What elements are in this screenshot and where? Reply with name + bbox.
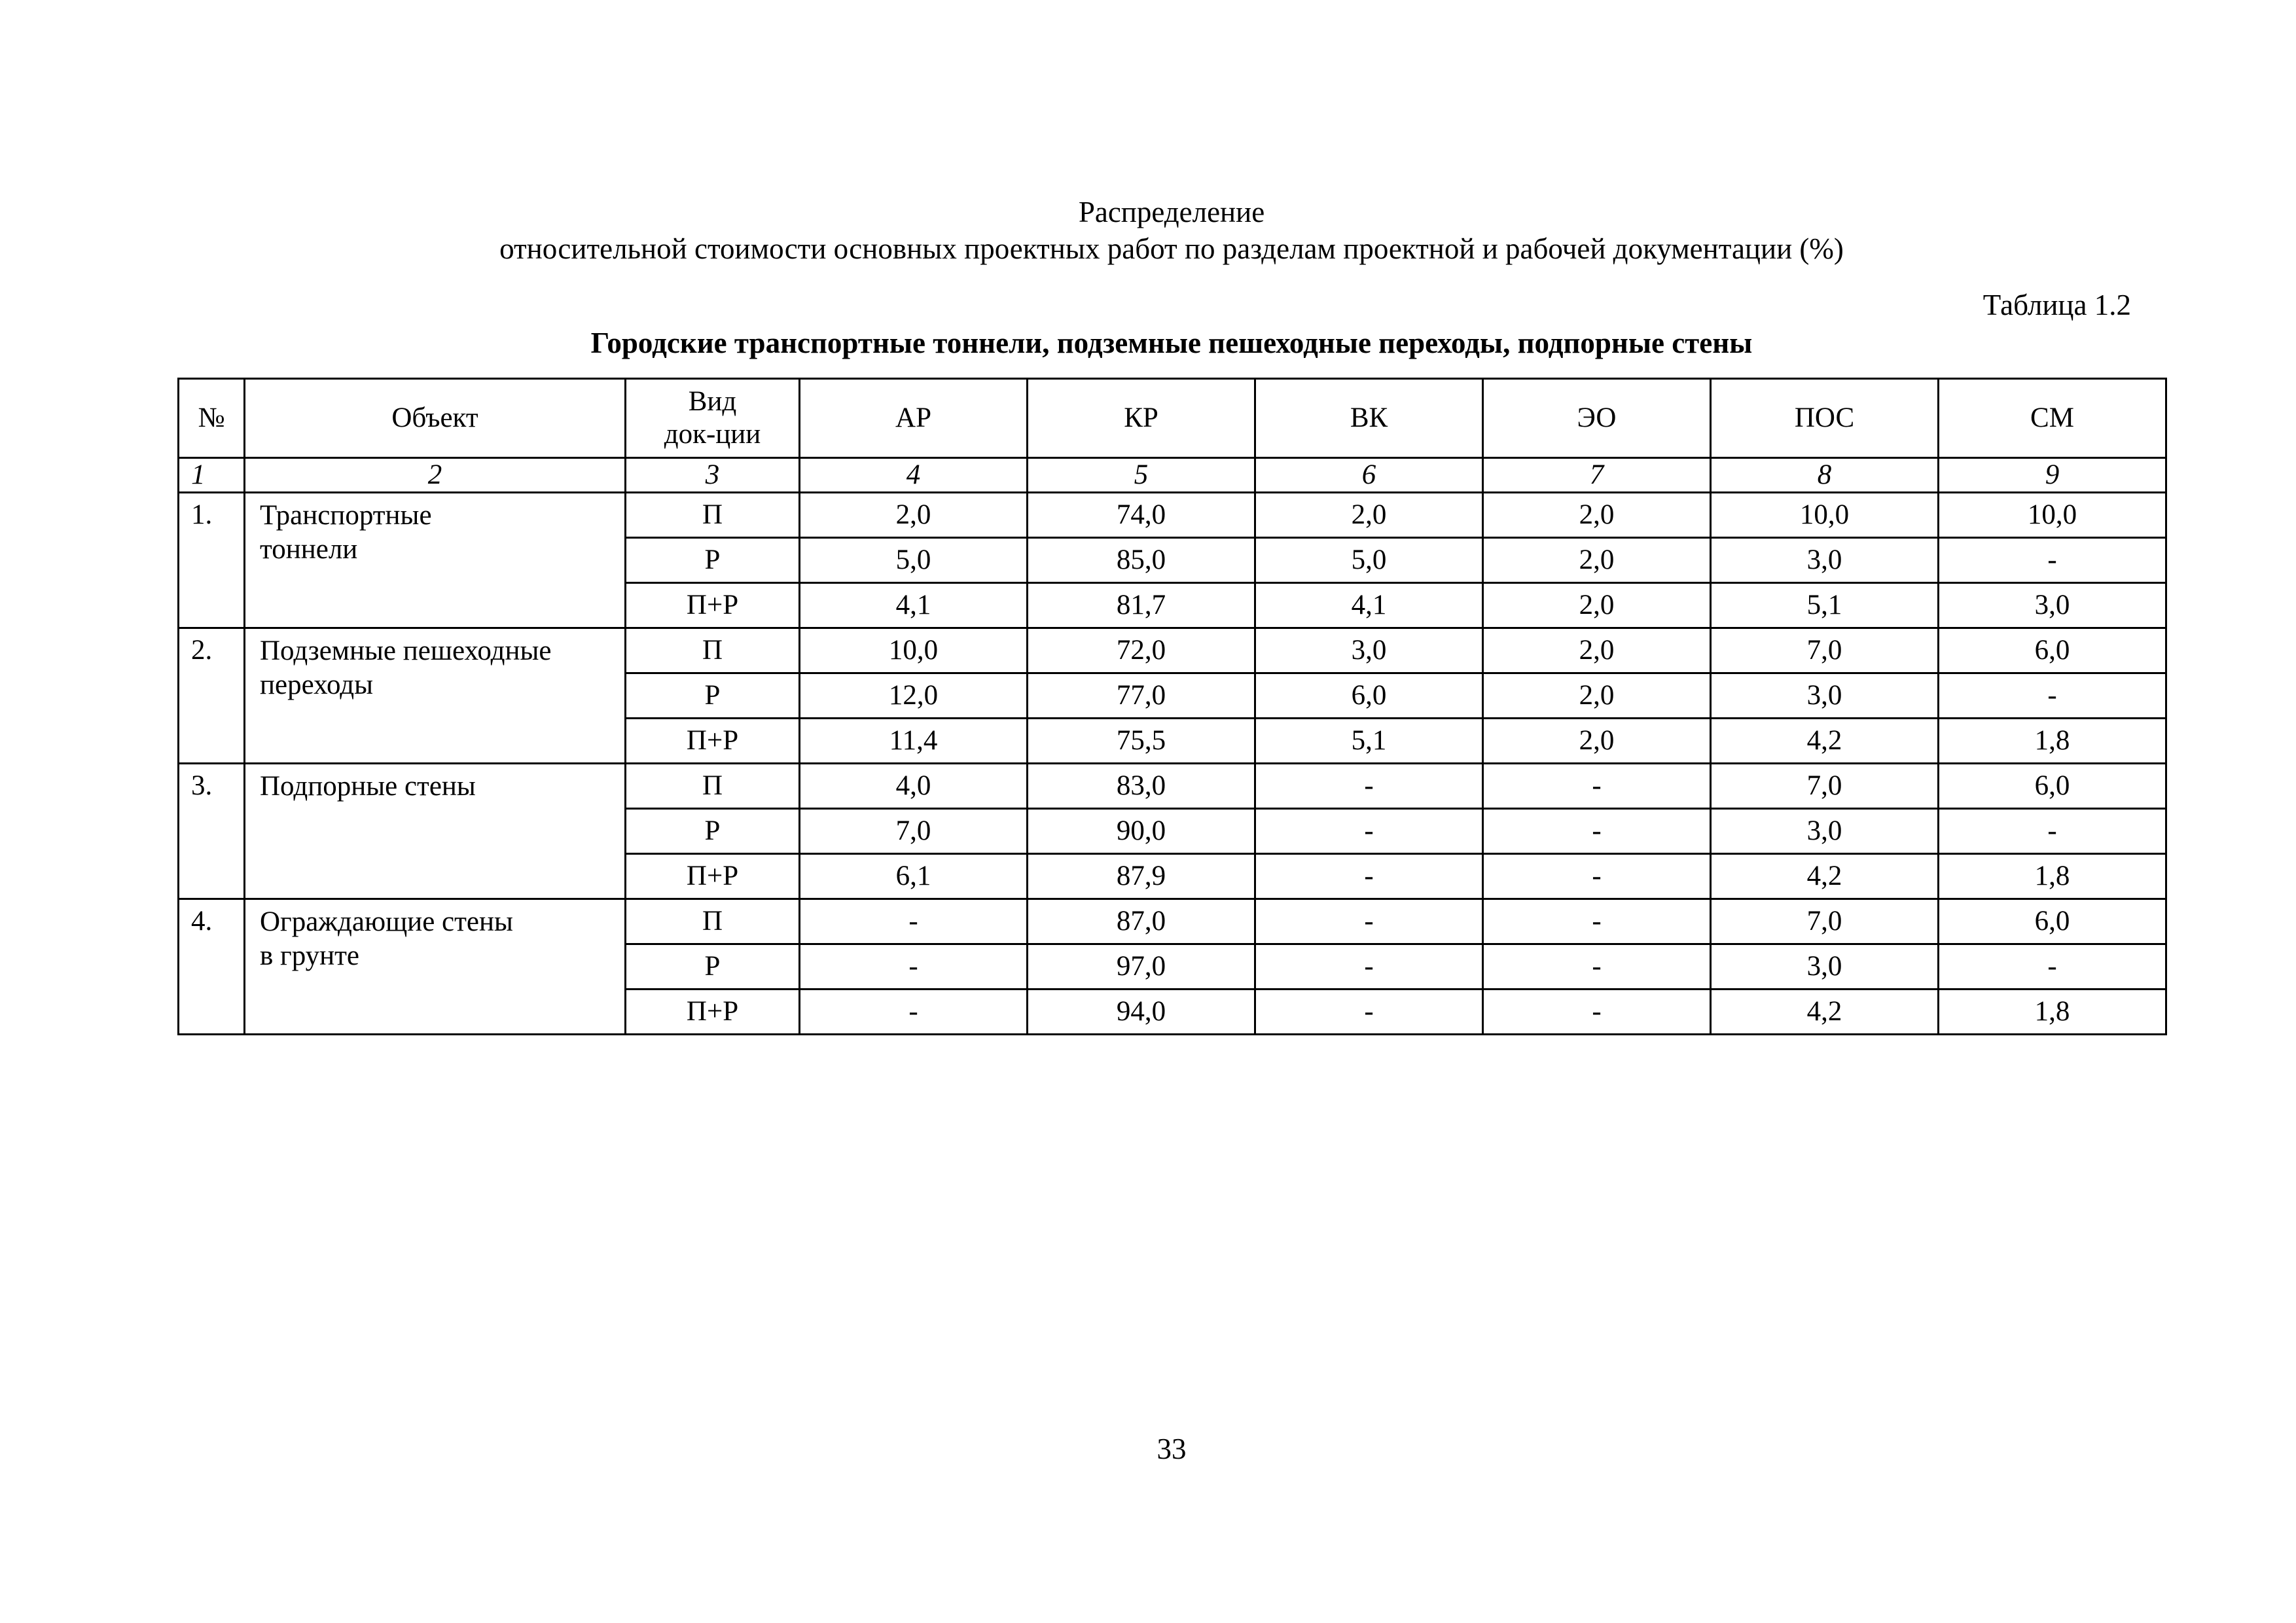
value-cell: 4,1 [1255,583,1483,628]
object-name-line: Транспортные [260,500,432,531]
value-cell: - [800,990,1028,1035]
value-cell: 85,0 [1028,538,1255,583]
column-number: 1 [179,458,245,493]
value-cell: 6,0 [1939,899,2166,944]
value-cell: 7,0 [1711,899,1939,944]
value-cell: 4,0 [800,764,1028,809]
value-cell: 5,0 [1255,538,1483,583]
value-cell: - [1939,944,2166,990]
value-cell: - [1255,899,1483,944]
column-number: 6 [1255,458,1483,493]
document-title-line-2: относительной стоимости основных проектных работ по разделам проектной и рабочей документации (%) [499,232,1844,265]
value-cell: 10,0 [1939,493,2166,538]
doc-type-cell: П [626,493,800,538]
value-cell: 97,0 [1028,944,1255,990]
value-cell: - [1255,854,1483,899]
value-cell: 90,0 [1028,809,1255,854]
value-cell: 2,0 [1483,538,1711,583]
value-cell: 4,2 [1711,990,1939,1035]
value-cell: 3,0 [1711,673,1939,719]
value-cell: - [1939,809,2166,854]
value-cell: 6,0 [1939,628,2166,673]
value-cell: 72,0 [1028,628,1255,673]
value-cell: 74,0 [1028,493,1255,538]
page-number: 33 [1157,1433,1187,1465]
value-cell: 10,0 [800,628,1028,673]
value-cell: 6,0 [1255,673,1483,719]
header-kr: КР [1028,379,1255,458]
value-cell: - [1255,944,1483,990]
object-name-line: Подпорные стены [260,771,476,802]
value-cell: 3,0 [1711,538,1939,583]
value-cell: 2,0 [1483,673,1711,719]
value-cell: 81,7 [1028,583,1255,628]
value-cell: 5,0 [800,538,1028,583]
value-cell: 6,0 [1939,764,2166,809]
value-cell: 3,0 [1711,944,1939,990]
value-cell: 83,0 [1028,764,1255,809]
object-name-line: переходы [260,669,374,700]
value-cell: 1,8 [1939,719,2166,764]
value-cell: 75,5 [1028,719,1255,764]
value-cell: 2,0 [1483,583,1711,628]
column-numbering-row [179,458,2166,493]
value-cell: - [1483,944,1711,990]
table-header-row [179,379,2166,458]
column-number: 8 [1711,458,1939,493]
row-number: 3. [179,764,245,899]
row-number: 1. [179,493,245,628]
header-no: № [179,379,245,458]
column-number: 4 [800,458,1028,493]
header-sm: СМ [1939,379,2166,458]
value-cell: 77,0 [1028,673,1255,719]
value-cell: - [1483,809,1711,854]
value-cell: 7,0 [800,809,1028,854]
value-cell: 11,4 [800,719,1028,764]
object-name [245,899,626,1035]
object-name-line: Ограждающие стены [260,906,513,937]
column-number: 2 [245,458,626,493]
value-cell: 7,0 [1711,764,1939,809]
table-row [179,628,2166,673]
value-cell: 5,1 [1711,583,1939,628]
object-name [245,764,626,899]
doc-type-cell: П+Р [626,990,800,1035]
row-number: 2. [179,628,245,764]
value-cell: 2,0 [1483,628,1711,673]
value-cell: 94,0 [1028,990,1255,1035]
table-body [179,379,2166,1035]
value-cell: 10,0 [1711,493,1939,538]
column-number: 5 [1028,458,1255,493]
value-cell: 1,8 [1939,990,2166,1035]
value-cell: 87,0 [1028,899,1255,944]
doc-type-cell: Р [626,538,800,583]
value-cell: - [1939,673,2166,719]
value-cell: - [800,944,1028,990]
value-cell: - [1483,990,1711,1035]
value-cell: - [1483,899,1711,944]
document-title-line-1: Распределение [1078,196,1265,228]
table-row [179,493,2166,538]
header-doc-type-line-1: Вид [688,386,737,417]
header-doc-type [626,379,800,458]
doc-type-cell: П+Р [626,583,800,628]
value-cell: 3,0 [1939,583,2166,628]
row-number: 4. [179,899,245,1035]
value-cell: 2,0 [1483,719,1711,764]
table-number-label: Таблица 1.2 [1982,289,2131,321]
value-cell: 5,1 [1255,719,1483,764]
value-cell: 2,0 [1483,493,1711,538]
table-caption: Городские транспортные тоннели, подземные пешеходные переходы, подпорные стены [590,327,1753,359]
header-object: Объект [245,379,626,458]
table-row [179,899,2166,944]
header-pos: ПОС [1711,379,1939,458]
value-cell: - [1255,809,1483,854]
doc-type-cell: П [626,764,800,809]
value-cell: 1,8 [1939,854,2166,899]
table-row [179,764,2166,809]
value-cell: - [800,899,1028,944]
header-doc-type-line-2: док-ции [664,419,761,450]
value-cell: - [1939,538,2166,583]
doc-type-cell: Р [626,944,800,990]
cost-distribution-table [177,378,2167,1035]
object-name [245,493,626,628]
column-number: 3 [626,458,800,493]
value-cell: - [1255,764,1483,809]
doc-type-cell: П [626,628,800,673]
value-cell: 2,0 [1255,493,1483,538]
header-eo: ЭО [1483,379,1711,458]
object-name-line: тоннели [260,534,358,565]
value-cell: 3,0 [1255,628,1483,673]
doc-type-cell: П+Р [626,719,800,764]
value-cell: 2,0 [800,493,1028,538]
doc-type-cell: Р [626,673,800,719]
value-cell: 4,2 [1711,719,1939,764]
value-cell: 4,2 [1711,854,1939,899]
column-number: 9 [1939,458,2166,493]
doc-type-cell: Р [626,809,800,854]
header-ar: АР [800,379,1028,458]
doc-type-cell: П [626,899,800,944]
value-cell: 12,0 [800,673,1028,719]
value-cell: 87,9 [1028,854,1255,899]
value-cell: 3,0 [1711,809,1939,854]
object-name-line: в грунте [260,940,360,971]
object-name-line: Подземные пешеходные [260,635,552,666]
value-cell: 7,0 [1711,628,1939,673]
column-number: 7 [1483,458,1711,493]
value-cell: - [1255,990,1483,1035]
value-cell: 6,1 [800,854,1028,899]
value-cell: - [1483,764,1711,809]
header-vk: ВК [1255,379,1483,458]
value-cell: 4,1 [800,583,1028,628]
doc-type-cell: П+Р [626,854,800,899]
object-name [245,628,626,764]
value-cell: - [1483,854,1711,899]
